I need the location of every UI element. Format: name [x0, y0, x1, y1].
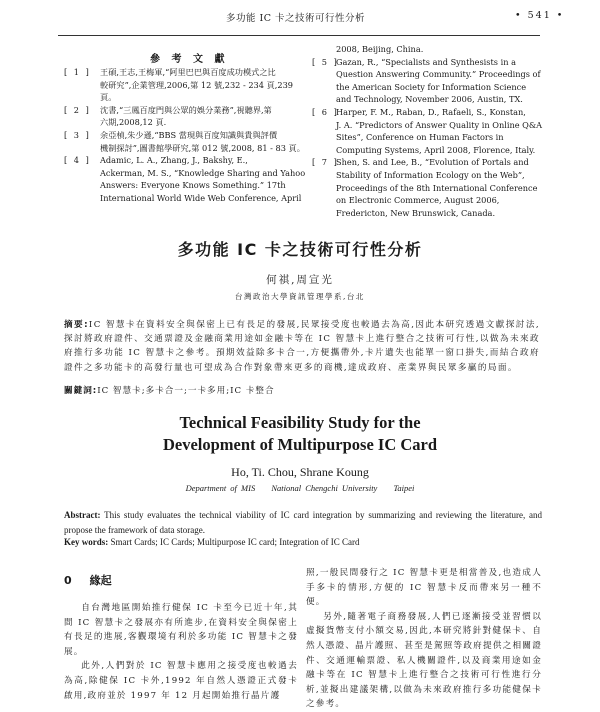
body-right-column	[306, 566, 542, 712]
page-number: • 541 •	[515, 10, 565, 21]
references-left-column	[64, 66, 306, 205]
english-keywords-text: Smart Cards; IC Cards; Multipurpose IC card; Integration of IC Card	[110, 537, 360, 547]
chinese-title: 多功能 IC 卡之技術可行性分析	[177, 240, 423, 259]
english-keywords	[64, 537, 542, 547]
section-title: 緣起	[89, 574, 112, 587]
affiliation-city: Taipei	[393, 483, 415, 493]
reference-text: 沈書,“三鳳百度門與公眾的娛分業務”,視聽界,第	[100, 104, 272, 115]
running-header	[0, 8, 600, 28]
chinese-abstract	[64, 318, 540, 375]
running-header-title: 多功能 IC 卡之技術可行性分析	[226, 13, 366, 24]
chinese-affiliation: 台灣政治大學資訊管理學系,台北	[235, 292, 365, 301]
reference-continuation: 六期,2008,12 頁.	[100, 117, 167, 128]
chinese-authors: 何祺,周宣光	[266, 274, 334, 286]
reference-continuation: 機制探討”,圖書館學研究,第 012 號,2008, 81 - 83 頁。	[100, 142, 305, 153]
english-authors: Ho, Ti. Chou, Shrane Koung	[231, 465, 369, 479]
references-heading: 參 考 文 獻	[150, 54, 229, 65]
section-number: 0	[64, 574, 72, 587]
affiliation-university: National Chengchi University	[271, 483, 378, 493]
body-paragraph: 此外,人們對於 IC 智慧卡應用之接受度也較過去為高,除健保 IC 卡外,1992 年自然人憑證正式發卡啟用,政府並於 1997 年 12 月起開始推行晶片護	[64, 661, 298, 701]
reference-item	[64, 154, 306, 167]
reference-number: [ 2 ]	[64, 104, 91, 115]
body-paragraph: 另外,隨著電子商務發展,人們已逐漸接受並習慣以虛擬貨幣支付小額交易,因此,本研究將針對健保卡、自然人憑證、晶片護照、甚至是駕照等政府提供之相關證件、交通運輸票證、私人機關證件,以及商業用途如金融卡等在 IC 智慧卡上進行整合之技術可行性進行分析,並擬出建議架構,以做為未來政府推行多功能健保卡之參考。	[306, 611, 542, 710]
chinese-keywords-text: IC 智慧卡;多卡合一;一卡多用;IC 卡整合	[97, 386, 275, 396]
chinese-keywords-label: 關鍵詞:	[64, 386, 98, 396]
reference-item	[312, 156, 544, 169]
reference-item	[312, 106, 544, 119]
reference-number: [ 5 ]	[312, 56, 339, 67]
references-right-column	[312, 43, 544, 219]
english-abstract	[64, 508, 542, 537]
reference-continuation: 2008, Beijing, China.	[336, 44, 424, 54]
reference-text: 王碩,王志,王梅軍,“阿里巴巴與百度成功模式之比	[100, 67, 276, 77]
reference-number: [ 3 ]	[64, 129, 91, 140]
reference-item	[64, 66, 306, 79]
body-left-column	[64, 601, 298, 703]
reference-number: [ 7 ]	[312, 157, 339, 168]
reference-item	[64, 129, 306, 142]
reference-text: 余亞楨,朱少遜,“BBS 當現與百度知識與貴與評價	[100, 129, 278, 140]
chinese-keywords	[64, 384, 540, 396]
reference-continuation: Ackerman, M. S., “Knowledge Sharing and Yahoo Answers: Everyone Knows Something.” 17th International World Wide Web Conference, April	[100, 167, 306, 203]
reference-continuation: Question Answering Community.” Proceedings of the American Society for Information Science and Technology, November 2006, Austin, TX.	[336, 69, 541, 105]
header-rule	[58, 35, 540, 36]
reference-number: [ 1 ]	[64, 67, 91, 77]
reference-text: Shen, S. and Lee, B., “Evolution of Portals and	[336, 157, 529, 168]
section-heading	[64, 572, 112, 588]
english-title-line: Technical Feasibility Study for the	[179, 413, 421, 432]
english-abstract-text: This study evaluates the technical viability of IC card integration by summarizing and reviewing the literature, and propose the framework of data storage.	[64, 510, 542, 535]
reference-continuation: Stability of Information Ecology on the Web”, Proceedings of the 8th International Conference on Electronic Commerce, August 2006, Fredericton, New Brunswick, Canada.	[336, 169, 538, 218]
reference-continuation: J. A. “Predictors of Answer Quality in Online Q&A Sites”, Conference on Human Factors in Computing Systems, April 2008, Florence, Italy.	[336, 119, 543, 155]
chinese-abstract-label: 摘要:	[64, 320, 89, 330]
english-title-line: Development of Multipurpose IC Card	[162, 435, 438, 454]
reference-item	[312, 56, 544, 69]
reference-text: Harper, F. M., Raban, D., Rafaeli, S., Konstan,	[336, 106, 526, 117]
english-affiliation	[0, 483, 600, 493]
reference-text: Adamic, L. A., Zhang, J., Bakshy, E.,	[100, 155, 248, 166]
reference-number: [ 4 ]	[64, 155, 91, 166]
affiliation-department: Department of MIS	[185, 483, 256, 493]
reference-text: Gazan, R., “Specialists and Synthesists in a	[336, 56, 516, 67]
reference-number: [ 6 ]	[312, 106, 339, 117]
english-keywords-label: Key words:	[64, 537, 109, 547]
english-abstract-label: Abstract:	[64, 510, 101, 520]
body-paragraph: 照,一般民間發行之 IC 智慧卡更是相當普及,也造成人手多卡的情形,方便的 IC 智慧卡反而帶來另一種不便。	[306, 568, 542, 608]
chinese-abstract-text: IC 智慧卡在資料安全與保密上已有長足的發展,民眾接受度也較過去為高,因此本研究透過文獻探討法,探討將政府證件、交通票證及金融商業用途如金融卡等在 IC 智慧卡上進行整合之技術可行性,以做為未來政府推行多功能 IC 智慧卡之參考。預期效益除多卡合一,方便攜帶外,卡片遺失也能單一窗口掛失,而結合政府證件之多功能卡的高發行量也可望成為合作對象帶來更多的商機,達成政府、產業界與民眾多贏的局面。	[64, 320, 540, 373]
english-title	[0, 412, 600, 456]
reference-item	[64, 104, 306, 117]
reference-continuation: 較研究”,企業管理,2006,第 12 號,232 - 234 頁,239 頁。	[100, 79, 293, 103]
body-paragraph: 自台灣地區開始推行健保 IC 卡至今已近十年,其間 IC 智慧卡之發展亦有所進步,在資料安全與保密上有長足的進展,客觀環境有利於多功能 IC 智慧卡之發展。	[64, 603, 298, 657]
